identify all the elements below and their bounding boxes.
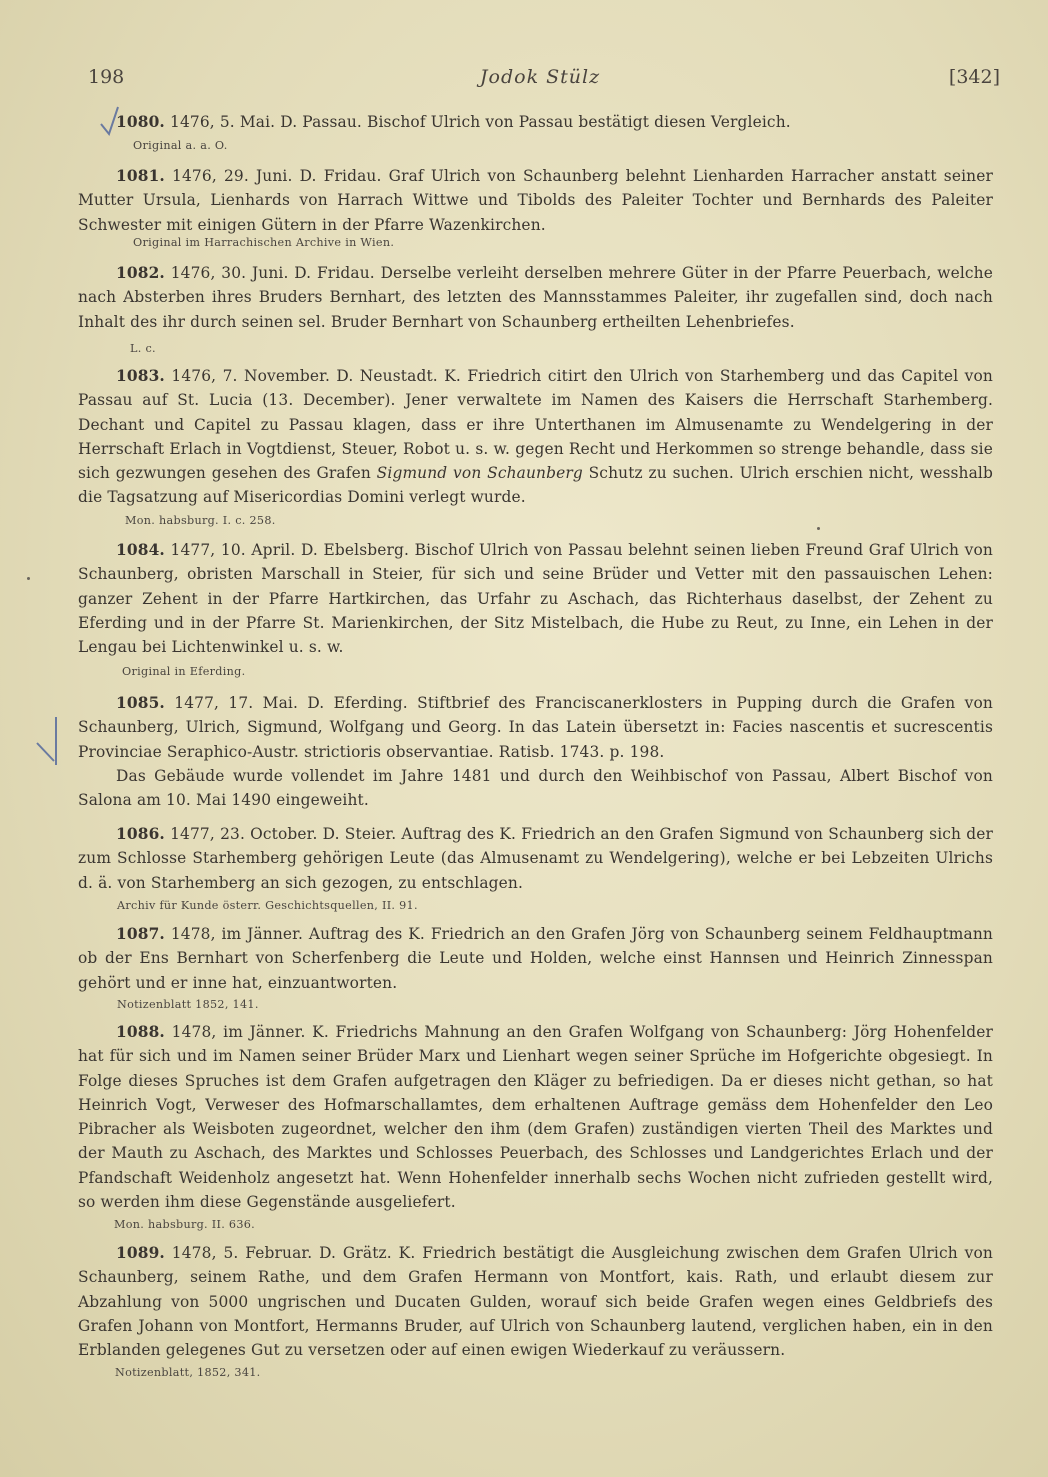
entry-text-italic: Sigmund von Schaunberg	[376, 464, 583, 483]
page-reference: [342]	[948, 66, 1000, 88]
entry-text: 1478, im Jänner. K. Friedrichs Mahnung an den Grafen Wolfgang von Schaunberg: Jörg Hohenfelder hat für sich und im Namen seiner Brüder Marx und Lienhart wegen seiner Sprüche im Hofgerichte obgesiegt. In Folge dieses Spruches ist dem Grafen aufgetragen den Kläger zu befriedigen. Da er dieses nicht gethan, so hat Heinrich Vogt, Verweser des Hofmarschallamtes, dem erhaltenen Auftrage gemäss dem Hohenfelder den Leo Pibracher als Weisboten zugeordnet, welcher den ihm (dem Grafen) zuständigen vierten Theil des Marktes und der Mauth zu Aschach, des Marktes und Schlosses Peuerbach, des Schlosses und Landgerichtes Erlach und der Pfandschaft Weidenholz angesetzt hat. Wenn Hohenfelder innerhalb sechs Wochen nicht zufrieden gestellt wird, so werden ihm diese Gegenstände ausgeliefert.	[78, 1023, 993, 1212]
entry-text: 1478, im Jänner. Auftrag des K. Friedrich an den Grafen Jörg von Schaunberg seinem Feldhauptmann ob der Ens Bernhart von Scherfenberg die Leute und Holden, welche einst Hannsen und Heinrich Zinnesspan gehört und er inne hat, einzuantworten.	[78, 925, 993, 992]
entry-1083	[78, 364, 993, 510]
entry-number: 1085.	[116, 694, 165, 712]
entry-text: 1476, 5. Mai. D. Passau. Bischof Ulrich von Passau bestätigt diesen Vergleich.	[170, 113, 791, 131]
entry-text: 1476, 29. Juni. D. Fridau. Graf Ulrich von Schaunberg belehnt Lienharden Harracher anstatt seiner Mutter Ursula, Lienhards von Harrach Wittwe und Tibolds des Paleiter Tochter und Bernhards des Paleiter Schwester mit einigen Gütern in der Pfarre Wazenkirchen.	[78, 167, 993, 234]
entry-continuation: Das Gebäude wurde vollendet im Jahre 1481 und durch den Weihbischof von Passau, Albert Bischof von Salona am 10. Mai 1490 eingeweiht.	[78, 766, 993, 810]
entry-1084	[78, 538, 993, 659]
entry-number: 1086.	[116, 825, 165, 843]
entry-1088	[78, 1020, 993, 1214]
entry-number: 1084.	[116, 541, 165, 559]
entry-text: 1476, 30. Juni. D. Fridau. Derselbe verleiht derselben mehrere Güter in der Pfarre Peuerbach, welche nach Absterben ihres Bruders Bernhart, des letzten des Mannsstammes Paleiter, ihr zugefallen sind, doch nach Inhalt des ihr durch seinen sel. Bruder Bernhart von Schaunberg ertheilten Lehenbriefes.	[78, 264, 993, 331]
entry-text: 1478, 5. Februar. D. Grätz. K. Friedrich bestätigt die Ausgleichung zwischen dem Grafen Ulrich von Schaunberg, seinem Rathe, und dem Grafen Hermann von Montfort, kais. Rath, und erlaubt diesem zur Abzahlung von 5000 ungrischen und Ducaten Gulden, worauf sich beide Grafen wegen eines Geldbriefs des Grafen Johann von Montfort, Hermanns Bruder, auf Ulrich von Schaunberg lautend, verglichen haben, ein in den Erblanden gelegenes Gut zu versetzen oder auf einen ewigen Wiederkauf zu veräussern.	[78, 1244, 993, 1360]
entry-number: 1081.	[116, 167, 165, 185]
entry-text: 1477, 10. April. D. Ebelsberg. Bischof Ulrich von Passau belehnt seinen lieben Freund Graf Ulrich von Schaunberg, obristen Marschall in Steier, für sich und seine Brüder und Vetter mit den passauischen Lehen: ganzer Zehent in der Pfarre Hartkirchen, das Urfahr zu Aschach, das Richterhaus daselbst, der Zehent zu Eferding und in der Pfarre St. Marienkirchen, der Sitz Mistelbach, die Hube zu Reut, zu Inne, ein Lehen in der Lengau bei Lichtenwinkel u. s. w.	[78, 541, 993, 657]
entry-text: 1476, 7. November. D. Neustadt. K. Friedrich citirt den Ulrich von Starhemberg und das Capitel von Passau auf St. Lucia (13. December). Jener verwaltete im Namen des Kaisers die Herrschaft Starhemberg. Dechant und Capitel zu Passau klagen, dass er ihre Unterthanen im Almusenamte zu Wendelgering in der Herrschaft Erlach in Vogtdienst, Steuer, Robot u. s. w. gegen Recht und Herkommen so strenge behandle, dass sie sich gezwungen gesehen des Grafen	[78, 367, 993, 483]
entry-source: L. c.	[130, 342, 156, 355]
margin-bracket-icon	[34, 715, 62, 771]
page-number: 198	[88, 66, 125, 88]
margin-dot	[27, 577, 30, 580]
entry-1082	[78, 261, 993, 334]
entry-1086	[78, 822, 993, 895]
entry-source: Mon. habsburg. II. 636.	[114, 1218, 256, 1231]
entry-1089	[78, 1241, 993, 1362]
page-header	[80, 66, 1000, 96]
entry-source: Notizenblatt 1852, 141.	[117, 998, 259, 1011]
entry-1081	[78, 164, 993, 237]
running-title: Jodok Stülz	[479, 66, 601, 88]
entry-source: Mon. habsburg. I. c. 258.	[125, 514, 276, 527]
entry-text: 1477, 23. October. D. Steier. Auftrag des K. Friedrich an den Grafen Sigmund von Schaunberg sich der zum Schlosse Starhemberg gehörigen Leute (das Almusenamt zu Wendelgering), welche er bei Lebzeiten Ulrichs d. ä. von Starhemberg an sich gezogen, zu entschlagen.	[78, 825, 994, 892]
entry-source: Original a. a. O.	[133, 139, 228, 152]
entry-source: Original in Eferding.	[122, 665, 246, 678]
margin-dot	[817, 527, 820, 530]
entry-number: 1087.	[116, 925, 165, 943]
entry-number: 1083.	[116, 367, 165, 385]
entry-text: 1477, 17. Mai. D. Eferding. Stiftbrief des Franciscanerklosters in Pupping durch die Grafen von Schaunberg, Ulrich, Sigmund, Wolfgang und Georg. In das Latein übersetzt in: Facies nascentis et sucrescentis Provinciae Seraphico-Austr. strictioris observantiae. Ratisb. 1743. p. 198.	[78, 694, 993, 761]
entry-number: 1082.	[116, 264, 165, 282]
entry-1087	[78, 922, 993, 995]
entry-source: Notizenblatt, 1852, 341.	[115, 1366, 261, 1379]
entry-number: 1080.	[116, 113, 165, 131]
entry-1080	[78, 110, 993, 134]
entry-number: 1089.	[116, 1244, 165, 1262]
entry-number: 1088.	[116, 1023, 165, 1041]
entry-text: Schutz zu suchen. Ulrich erschien nicht, wesshalb die Tagsatzung auf Misericordias Domini verlegt wurde.	[78, 464, 994, 507]
entry-1085	[78, 691, 993, 812]
entry-source: Original im Harrachischen Archive in Wien.	[133, 236, 395, 249]
entry-source: Archiv für Kunde österr. Geschichtsquellen, II. 91.	[117, 899, 418, 912]
